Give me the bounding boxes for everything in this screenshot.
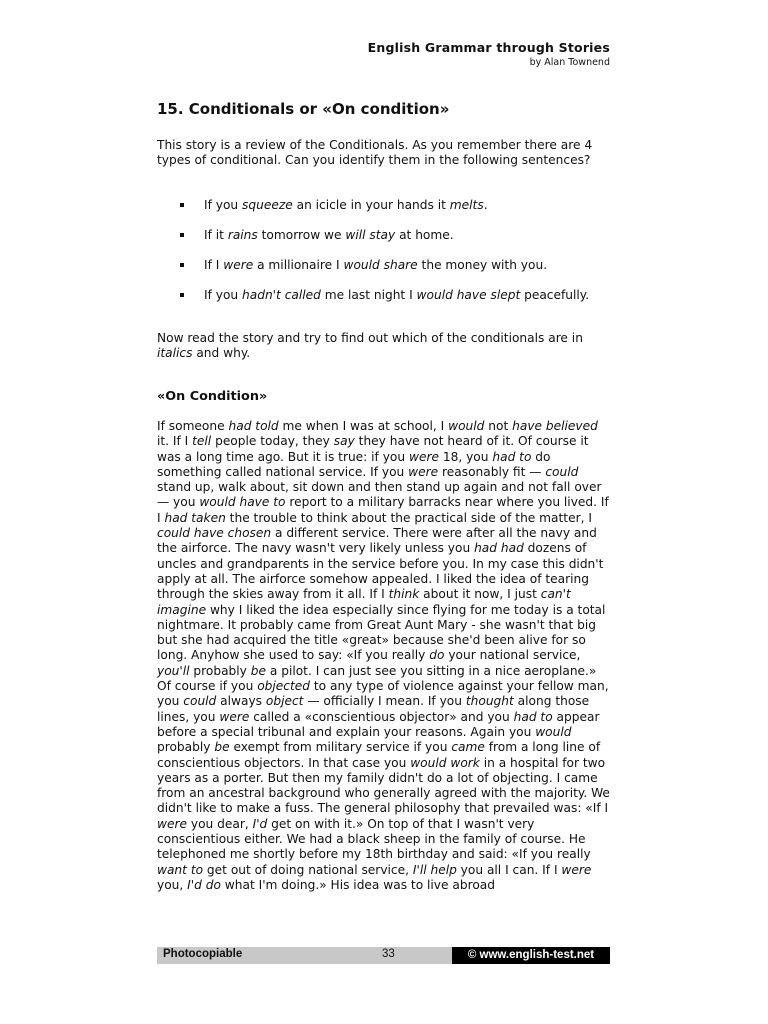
italic-phrase: had taken [164, 510, 226, 525]
website-badge: © www.english-test.net [452, 947, 610, 964]
italic-phrase: objected [257, 679, 310, 694]
outro-paragraph: Now read the story and try to find out which of the conditionals are in italics and why. [157, 331, 583, 361]
italic-phrase: had to [492, 449, 532, 464]
list-item [180, 228, 610, 243]
italic-phrase: italics [157, 346, 193, 361]
intro-paragraph: This story is a review of the Conditionals. As you remember there are 4 types of conditional. Can you identify them in the following sentences? [157, 138, 593, 168]
example-sentence: If you squeeze an icicle in your hands it melts. [204, 198, 488, 212]
bullet-icon [180, 293, 184, 297]
story-paragraph: If someone had told me when I was at school, I would not have believed it. If I tell people today, they say they have not heard of it. Of course it was a long time ago. But it is true: if you were 18, you had to do something called national service. If you were reasonably fit — could stand up, walk about, sit down and then stand up again and not fall over — you would have to report to a military barracks near where you lived. If I had taken the trouble to think about the practical side of the matter, I could have chosen a different service. There were after all the navy and the airforce. The navy wasn't very likely unless you had had dozens of uncles and grandparents in the service before you. In my case this didn't apply at all. The airforce somehow appealed. I liked the idea of tearing through the skies away from it all. If I think about it now, I just can't imagine why I liked the idea especially since flying for me today is a total nightmare. It probably came from Great Aunt Mary - she wasn't that big but she had acquired the title «great» because she'd been alive for so long. Anyhow she used to say: «If you really do your national service, you'll probably be a pilot. I can just see you sitting in a nice aeroplane.» Of course if you objected to any type of violence against your fellow man, you could always object — officially I mean. If you thought along those lines, you were called a «conscientious objector» and you had to appear before a special tribunal and explain your reasons. Again you would probably be exempt from military service if you came from a long line of conscientious objectors. In that case you would work in a hospital for two years as a porter. But then my family didn't do a lot of objecting. I came from an ancestral background who generally agreed with the majority. We didn't like to make a fuss. The general philosophy that prevailed was: «If I were you dear, I'd get on with it.» On top of that I wasn't very conscientious either. We had a black sheep in the family of course. He telephoned me shortly before my 18th birthday and said: «If you really want to get out of doing national service, I'll help you all I can. If I were you, I'd do what I'm doing.» His idea was to live abroad [157, 419, 610, 892]
italic-phrase: could have chosen [157, 526, 272, 541]
italic-phrase: be [214, 740, 230, 755]
story-title: «On Condition» [157, 389, 268, 404]
italic-phrase: were [219, 709, 250, 724]
italic-phrase: rains [227, 227, 258, 242]
italic-phrase: could [183, 694, 217, 709]
italic-phrase: would share [343, 257, 418, 272]
example-sentence: If it rains tomorrow we will stay at home. [204, 227, 454, 242]
italic-phrase: would have slept [416, 287, 521, 302]
author-line: by Alan Townend [529, 57, 610, 68]
italic-phrase: will stay [345, 227, 396, 242]
italic-phrase: want to [157, 862, 204, 877]
italic-phrase: were [561, 862, 592, 877]
italic-phrase: hadn't called [242, 287, 321, 302]
list-item [180, 198, 610, 213]
italic-phrase: would [448, 419, 485, 433]
italic-phrase: you'll [157, 663, 190, 678]
list-item [180, 288, 610, 303]
italic-phrase: I'd do [187, 877, 221, 892]
italic-phrase: thought [465, 694, 514, 709]
page-number: 33 [382, 948, 395, 960]
italic-phrase: be [250, 663, 266, 678]
italic-phrase: would work [410, 755, 480, 770]
italic-phrase: would [535, 724, 572, 739]
list-item [180, 258, 610, 273]
italic-phrase: came [451, 740, 485, 755]
italic-phrase: think [388, 587, 420, 602]
italic-phrase: were [157, 816, 187, 831]
italic-phrase: were [408, 449, 439, 464]
photocopiable-label: Photocopiable [163, 948, 243, 960]
italic-phrase: were [223, 257, 254, 272]
bullet-icon [180, 263, 184, 267]
italic-phrase: I'd [252, 816, 268, 831]
footer-bar [157, 947, 452, 964]
page-header [368, 40, 610, 68]
example-sentence: If you hadn't called me last night I would have slept peacefully. [204, 287, 590, 302]
italic-phrase: squeeze [242, 198, 293, 212]
page-footer [157, 947, 610, 964]
italic-phrase: could [545, 464, 579, 479]
italic-phrase: can't imagine [157, 587, 571, 617]
italic-phrase: had told [228, 419, 279, 433]
example-list [180, 198, 610, 318]
italic-phrase: melts [449, 198, 484, 212]
italic-phrase: say [333, 434, 355, 449]
italic-phrase: I'll help [412, 862, 457, 877]
italic-phrase: have believed [512, 419, 598, 433]
bullet-icon [180, 203, 184, 207]
italic-phrase: do [429, 648, 445, 663]
chapter-title: 15. Conditionals or «On condition» [157, 100, 450, 118]
italic-phrase: had had [474, 541, 524, 556]
italic-phrase: were [408, 464, 439, 479]
italic-phrase: object [265, 694, 304, 709]
italic-phrase: had to [513, 709, 553, 724]
example-sentence: If I were a millionaire I would share the money with you. [204, 257, 548, 272]
book-title: English Grammar through Stories [367, 40, 610, 55]
italic-phrase: tell [192, 434, 212, 449]
bullet-icon [180, 233, 184, 237]
italic-phrase: would have to [199, 495, 286, 510]
